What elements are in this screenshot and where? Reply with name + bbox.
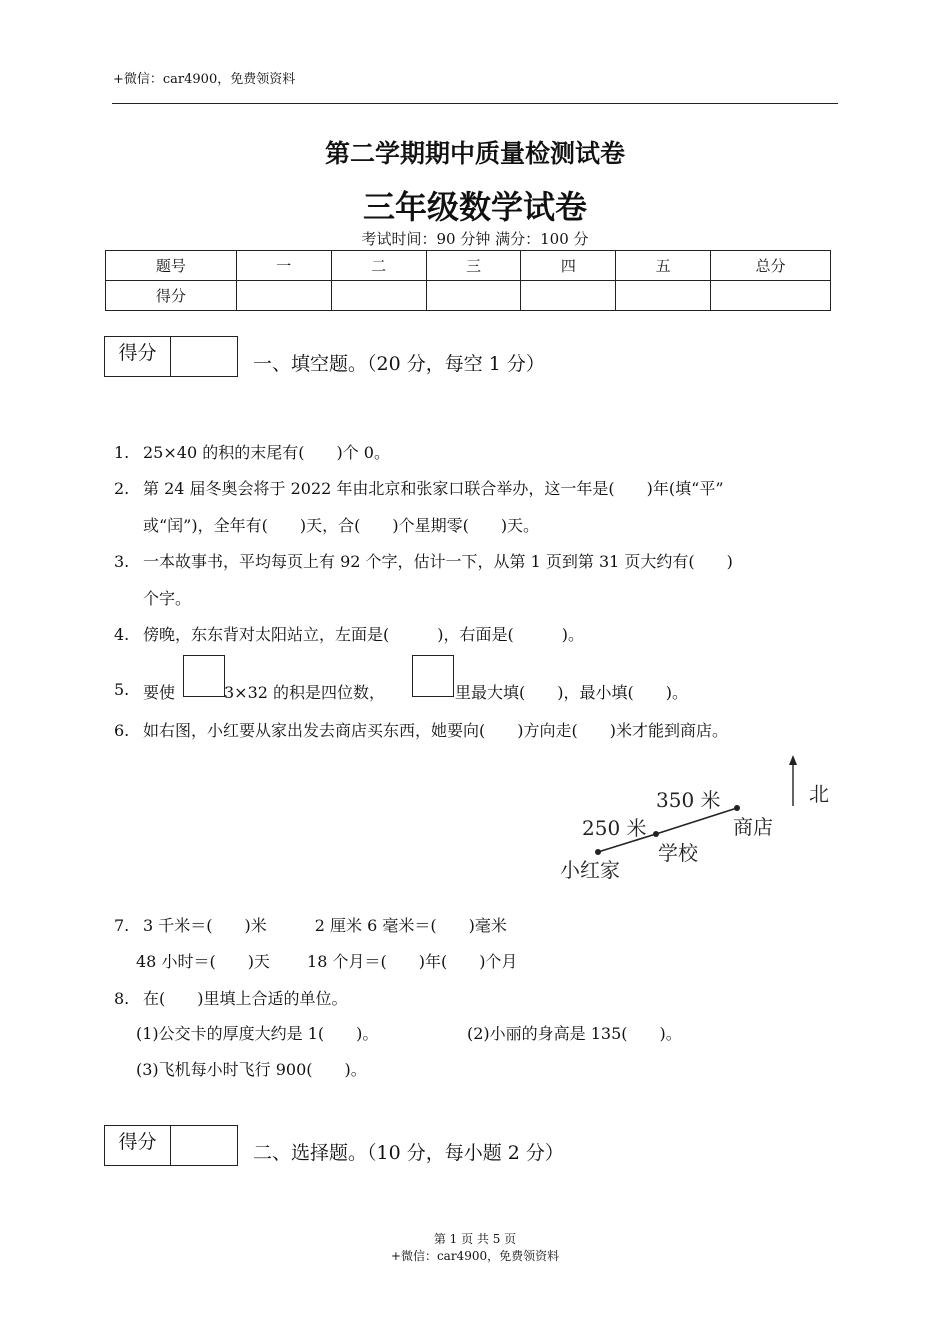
question-text: 一本故事书，平均每页上有 92 个字，估计一下，从第 1 页到第 31 页大约有( ) [143,552,733,571]
score-header-cell: 五 [616,251,711,281]
question-5-text-c: 里最大填( )，最小填( )。 [455,683,688,702]
school-label: 学校 [658,841,698,865]
question-number: 7. [114,916,130,935]
home-label: 小红家 [560,858,620,882]
score-table [105,250,831,311]
question-number: 1. [114,443,130,462]
question-7 [114,913,507,936]
question-text: 傍晚，东东背对太阳站立，左面是( )，右面是( )。 [143,625,584,644]
answer-blank-box[interactable] [183,655,225,697]
question-number: 8. [114,989,130,1008]
score-box-label: 得分 [105,1126,171,1165]
question-3-continued: 个字。 [143,589,192,608]
question-2 [114,476,724,499]
shop-label: 商店 [733,815,773,839]
exam-title: 第二学期期中质量检测试卷 [324,139,625,168]
question-number: 6. [114,721,130,740]
score-header-cell: 三 [426,251,521,281]
question-8-sub2: (2)小丽的身高是 135( )。 [467,1024,682,1043]
question-1 [114,440,390,463]
question-2-continued: 或“闰”)，全年有( )天，合( )个星期零( )天。 [143,516,540,535]
distance-label-350: 350 米 [656,788,721,812]
question-number: 3. [114,552,130,571]
question-3 [114,549,733,572]
score-cell[interactable] [426,281,521,311]
section2-title: 二、选择题。（10 分，每小题 2 分） [253,1142,564,1164]
question-text: 在( )里填上合适的单位。 [143,989,348,1008]
exam-subtitle: 三年级数学试卷 [362,188,587,226]
score-cell[interactable] [331,281,426,311]
question-text: 如右图，小红要从家出发去商店买东西，她要向( )方向走( )米才能到商店。 [143,721,728,740]
question-4 [114,622,584,645]
score-row-label: 得分 [106,281,237,311]
shop-point [734,805,740,811]
question-8-sub3: (3)飞机每小时飞行 900( )。 [136,1060,367,1079]
question-7-line2: 48 小时＝( )天 18 个月＝( )年( )个月 [136,952,518,971]
question-8-sub1: (1)公交卡的厚度大约是 1( )。 [136,1024,379,1043]
answer-blank-box[interactable] [412,655,454,697]
header-divider [112,103,838,104]
score-cell[interactable] [711,281,831,311]
exam-info: 考试时间：90 分钟 满分：100 分 [361,230,589,248]
footer-note: +微信：car4900，免费领资料 [390,1249,560,1263]
north-arrow-icon [789,755,797,765]
question-number: 2. [114,479,130,498]
score-header-cell: 四 [521,251,616,281]
route-map-figure [555,752,840,887]
section1-title: 一、填空题。（20 分，每空 1 分） [253,353,545,375]
score-cell[interactable] [236,281,331,311]
score-box-label: 得分 [105,337,171,376]
score-header-cell: 总分 [711,251,831,281]
score-table-header-row [106,251,831,281]
score-table-score-row [106,281,831,311]
score-header-cell: 二 [331,251,426,281]
question-5-number: 5. [114,680,130,699]
school-point [653,831,659,837]
section1-score-box[interactable] [104,336,238,377]
question-text: 3 千米＝( )米 2 厘米 6 毫米＝( )毫米 [143,916,507,935]
header-note: +微信：car4900，免费领资料 [113,72,296,87]
question-text: 第 24 届冬奥会将于 2022 年由北京和张家口联合举办，这一年是( )年(填“平” [143,479,724,498]
score-cell[interactable] [521,281,616,311]
score-header-cell: 一 [236,251,331,281]
question-6 [114,718,728,741]
question-5-text-a: 要使 [143,683,176,702]
page-number: 第 1 页 共 5 页 [433,1232,517,1246]
question-text: 25×40 的积的末尾有( )个 0。 [143,443,390,462]
question-8 [114,986,348,1009]
question-5-text-b: 3×32 的积是四位数， [224,683,386,702]
home-point [595,849,601,855]
score-cell[interactable] [616,281,711,311]
distance-label-250: 250 米 [582,816,647,840]
score-header-cell: 题号 [106,251,237,281]
question-number: 4. [114,625,130,644]
section2-score-box[interactable] [104,1125,238,1166]
north-label: 北 [809,782,829,806]
